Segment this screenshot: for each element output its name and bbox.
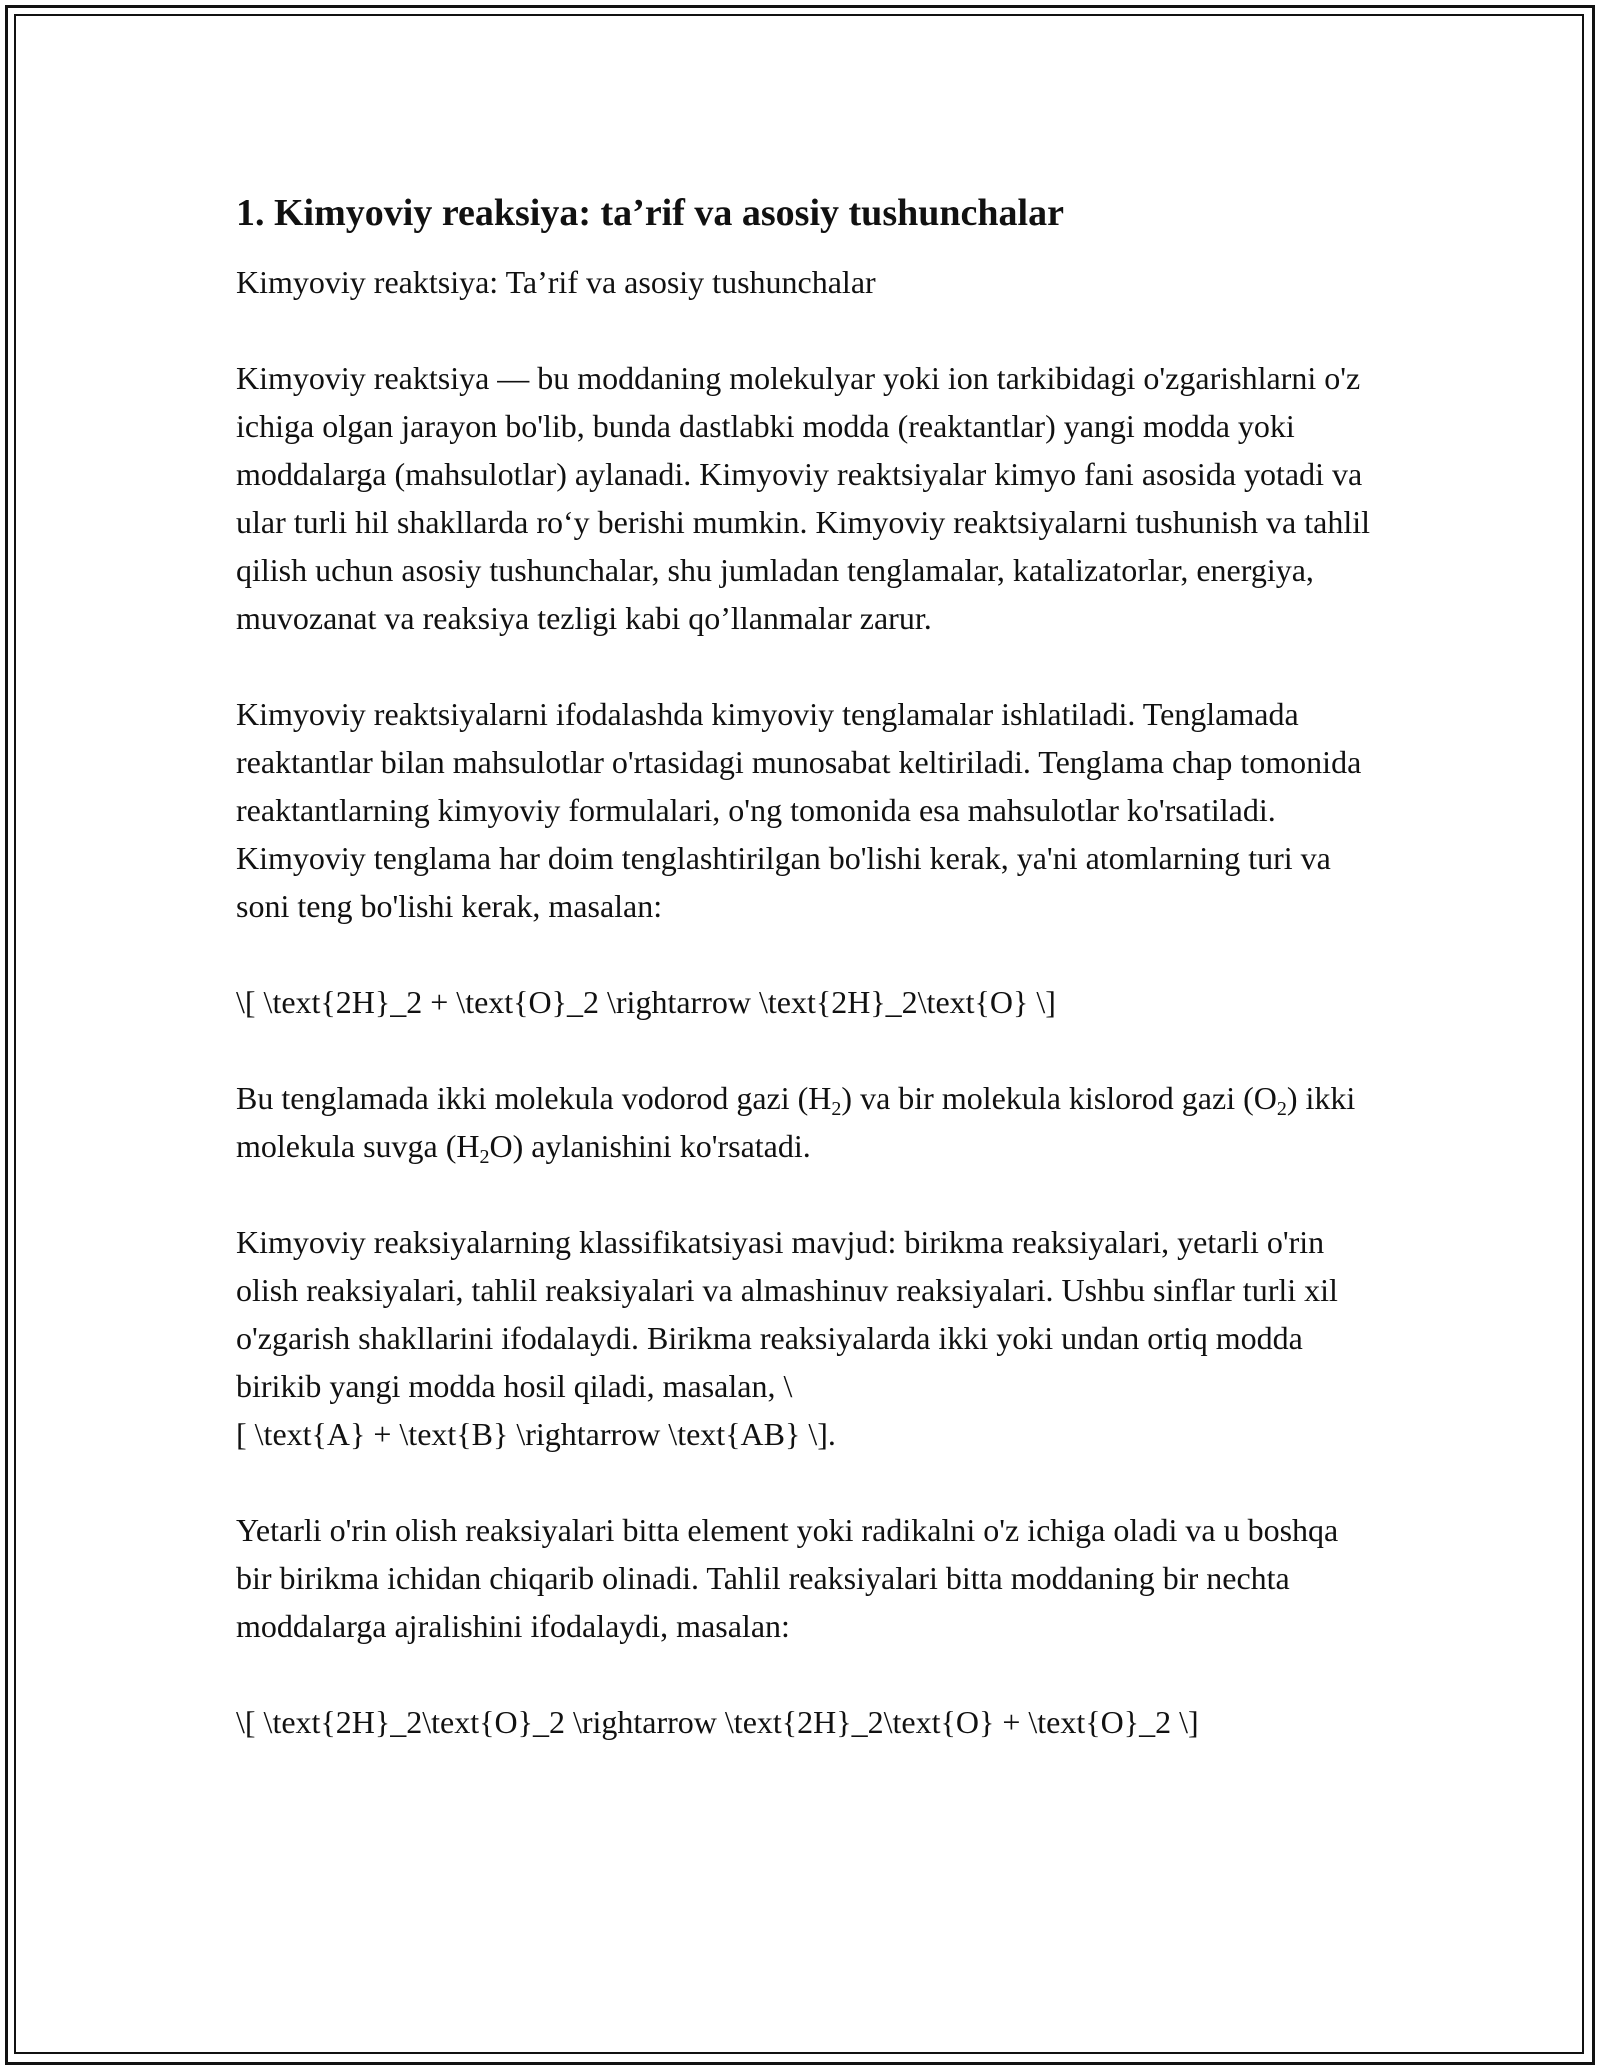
formula-peroxide-decomposition: \[ \text{2H}_2\text{O}_2 \rightarrow \text{2H}_2\text{O} + \text{O}_2 \]	[236, 1704, 1199, 1740]
subscript: 2	[831, 1098, 842, 1120]
subscript: 2	[479, 1146, 490, 1168]
paragraph-definition: Kimyoviy reaktsiya — bu moddaning molekulyar yoki ion tarkibidagi o'zgarishlarni o'z ichiga olgan jarayon bo'lib, bunda dastlabki modda (reaktantlar) yangi modda yoki moddalarga (mahsulotlar) aylanadi. Kimyoviy reaktsiyalar kimyo fani asosida yotadi va ular turli hil shakllarda ro‘y berishi mumkin. Kimyoviy reaktsiyalarni tushunish va tahlil qilish uchun asosiy tushunchalar, shu jumladan tenglamalar, katalizatorlar, energiya, muvozanat va reaksiya tezligi kabi qo’llanmalar zarur.	[236, 360, 1371, 636]
text-part: Kimyoviy reaksiyalarning klassifikatsiyasi mavjud: birikma reaksiyalari, yetarli o'rin olish reaksiyalari, tahlil reaksiyalari va almashinuv reaksiyalari. Ushbu sinflar turli xil o'zgarish shakllarini ifodalaydi. Birikma reaksiyalarda ikki yoki undan ortiq modda birikib yangi modda hosil qiladi, masalan, \	[236, 1224, 1338, 1404]
text-part: Bu tenglamada ikki molekula vodorod gazi (H	[236, 1080, 832, 1116]
text-part: ) va bir molekula kislorod gazi (O	[841, 1080, 1277, 1116]
section-heading: 1. Kimyoviy reaksiya: ta’rif va asosiy tushunchalar	[236, 192, 1064, 234]
formula-water-synthesis: \[ \text{2H}_2 + \text{O}_2 \rightarrow \text{2H}_2\text{O} \]	[236, 984, 1056, 1020]
inline-formula: [ \text{A} + \text{B} \rightarrow \text{AB} \].	[236, 1416, 836, 1452]
text-part: ) ikki molekula suvga (H	[236, 1080, 1356, 1164]
paragraph-equation-explanation	[236, 1074, 1376, 1170]
document-body	[236, 186, 1376, 1746]
text-part: O) aylanishini ko'rsatadi.	[489, 1128, 811, 1164]
paragraph-decomposition: Yetarli o'rin olish reaksiyalari bitta element yoki radikalni o'z ichiga oladi va u boshqa bir birikma ichidan chiqarib olinadi. Tahlil reaksiyalari bitta moddaning bir nechta moddalarga ajralishini ifodalaydi, masalan:	[236, 1512, 1339, 1644]
paragraph-classification	[236, 1218, 1376, 1458]
section-subtitle: Kimyoviy reaktsiya: Ta’rif va asosiy tushunchalar	[236, 264, 876, 300]
paragraph-equations: Kimyoviy reaktsiyalarni ifodalashda kimyoviy tenglamalar ishlatiladi. Tenglamada reaktantlar bilan mahsulotlar o'rtasidagi munosabat keltiriladi. Tenglama chap tomonida reaktantlarning kimyoviy formulalari, o'ng tomonida esa mahsulotlar ko'rsatiladi. Kimyoviy tenglama har doim tenglashtirilgan bo'lishi kerak, ya'ni atomlarning turi va soni teng bo'lishi kerak, masalan:	[236, 696, 1362, 924]
subscript: 2	[1276, 1098, 1287, 1120]
